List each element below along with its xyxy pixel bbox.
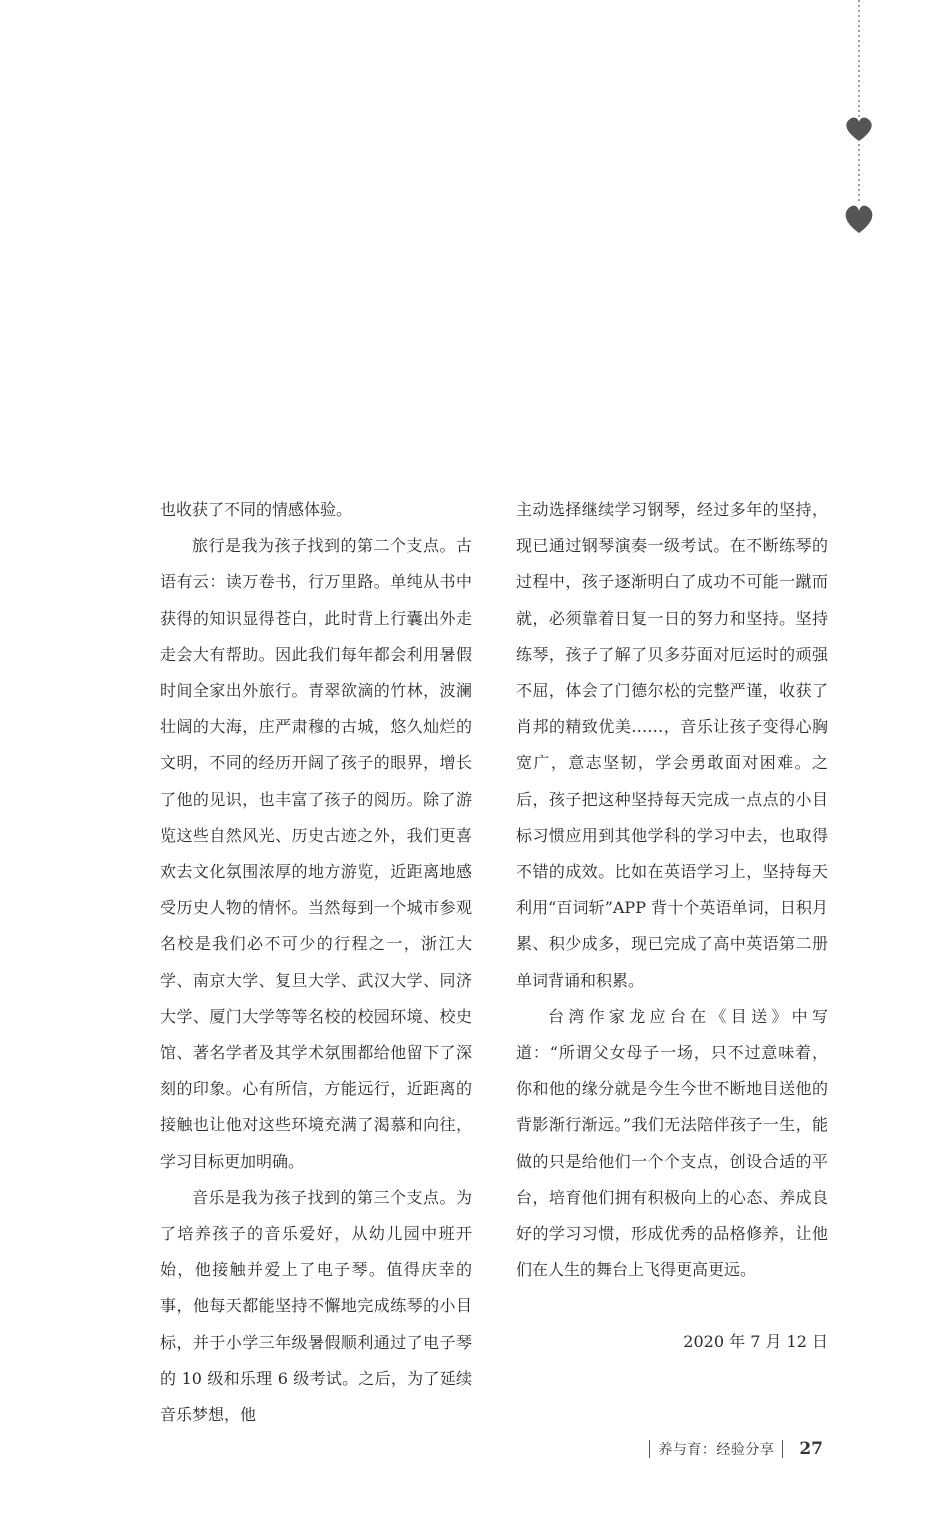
section-title: 养与育：经验分享 <box>658 1442 775 1458</box>
paragraph: 主动选择继续学习钢琴，经过多年的坚持，现已通过钢琴演奏一级考试。在不断练琴的过程中，孩子逐渐明白了成功不可能一蹴而就，必须靠着日复一日的努力和坚持。坚持练琴，孩子了解了贝多芬面对厄运时的顽强不屈，体会了门德尔松的完整严谨，收获了肖邦的精致优美……，音乐让孩子变得心胸宽广，意志坚韧，学会勇敢面对困难。之后，孩子把这种坚持每天完成一点点的小目标习惯应用到其他学科的学习中去，也取得不错的成效。比如在英语学习上，坚持每天利用“百词斩”APP 背十个英语单词，日积月累、积少成多，现已完成了高中英语第二册单词背诵和积累。 <box>516 500 828 990</box>
divider <box>782 1440 783 1458</box>
date: 2020 年 7 月 12 日 <box>683 1332 828 1352</box>
page-number: 27 <box>799 1439 823 1459</box>
paragraph: 音乐是我为孩子找到的第三个支点。为了培养孩子的音乐爱好，从幼儿园中班开始，他接触并爱上了电子琴。值得庆幸的事，他每天都能坚持不懈地完成练琴的小目标，并于小学三年级暑假顺利通过了电子琴的 10 级和乐理 6 级考试。之后，为了延续音乐梦想，他 <box>160 1187 472 1425</box>
left-column <box>160 492 472 1433</box>
right-column <box>516 492 828 1361</box>
decorative-dotted-line-hearts <box>840 0 880 240</box>
heart-icon <box>846 206 873 233</box>
paragraph: 也收获了不同的情感体验。 <box>160 500 353 519</box>
page-footer <box>641 1437 823 1461</box>
heart-icon <box>846 118 871 141</box>
paragraph: 旅行是我为孩子找到的第二个支点。古语有云：读万卷书，行万里路。单纯从书中获得的知识显得苍白，此时背上行囊出外走走会大有帮助。因此我们每年都会利用暑假时间全家出外旅行。青翠欲滴的竹林，波澜壮阔的大海，庄严肃穆的古城，悠久灿烂的文明，不同的经历开阔了孩子的眼界，增长了他的见识，也丰富了孩子的阅历。除了游览这些自然风光、历史古迹之外，我们更喜欢去文化氛围浓厚的地方游览，近距离地感受历史人物的情怀。当然每到一个城市参观名校是我们必不可少的行程之一，浙江大学、南京大学、复旦大学、武汉大学、同济大学、厦门大学等等名校的校园环境、校史馆、著名学者及其学术氛围都给他留下了深刻的印象。心有所信，方能远行，近距离的接触也让他对这些环境充满了渴慕和向往，学习目标更加明确。 <box>160 536 472 1171</box>
paragraph: 台湾作家龙应台在《目送》中写道：“所谓父女母子一场，只不过意味着，你和他的缘分就是今生今世不断地目送他的背影渐行渐远。”我们无法陪伴孩子一生，能做的只是给他们一个个支点，创设合适的平台，培育他们拥有积极向上的心态、养成良好的学习习惯，形成优秀的品格修养，让他们在人生的舞台上飞得更高更远。 <box>516 1006 828 1280</box>
divider <box>649 1440 650 1458</box>
